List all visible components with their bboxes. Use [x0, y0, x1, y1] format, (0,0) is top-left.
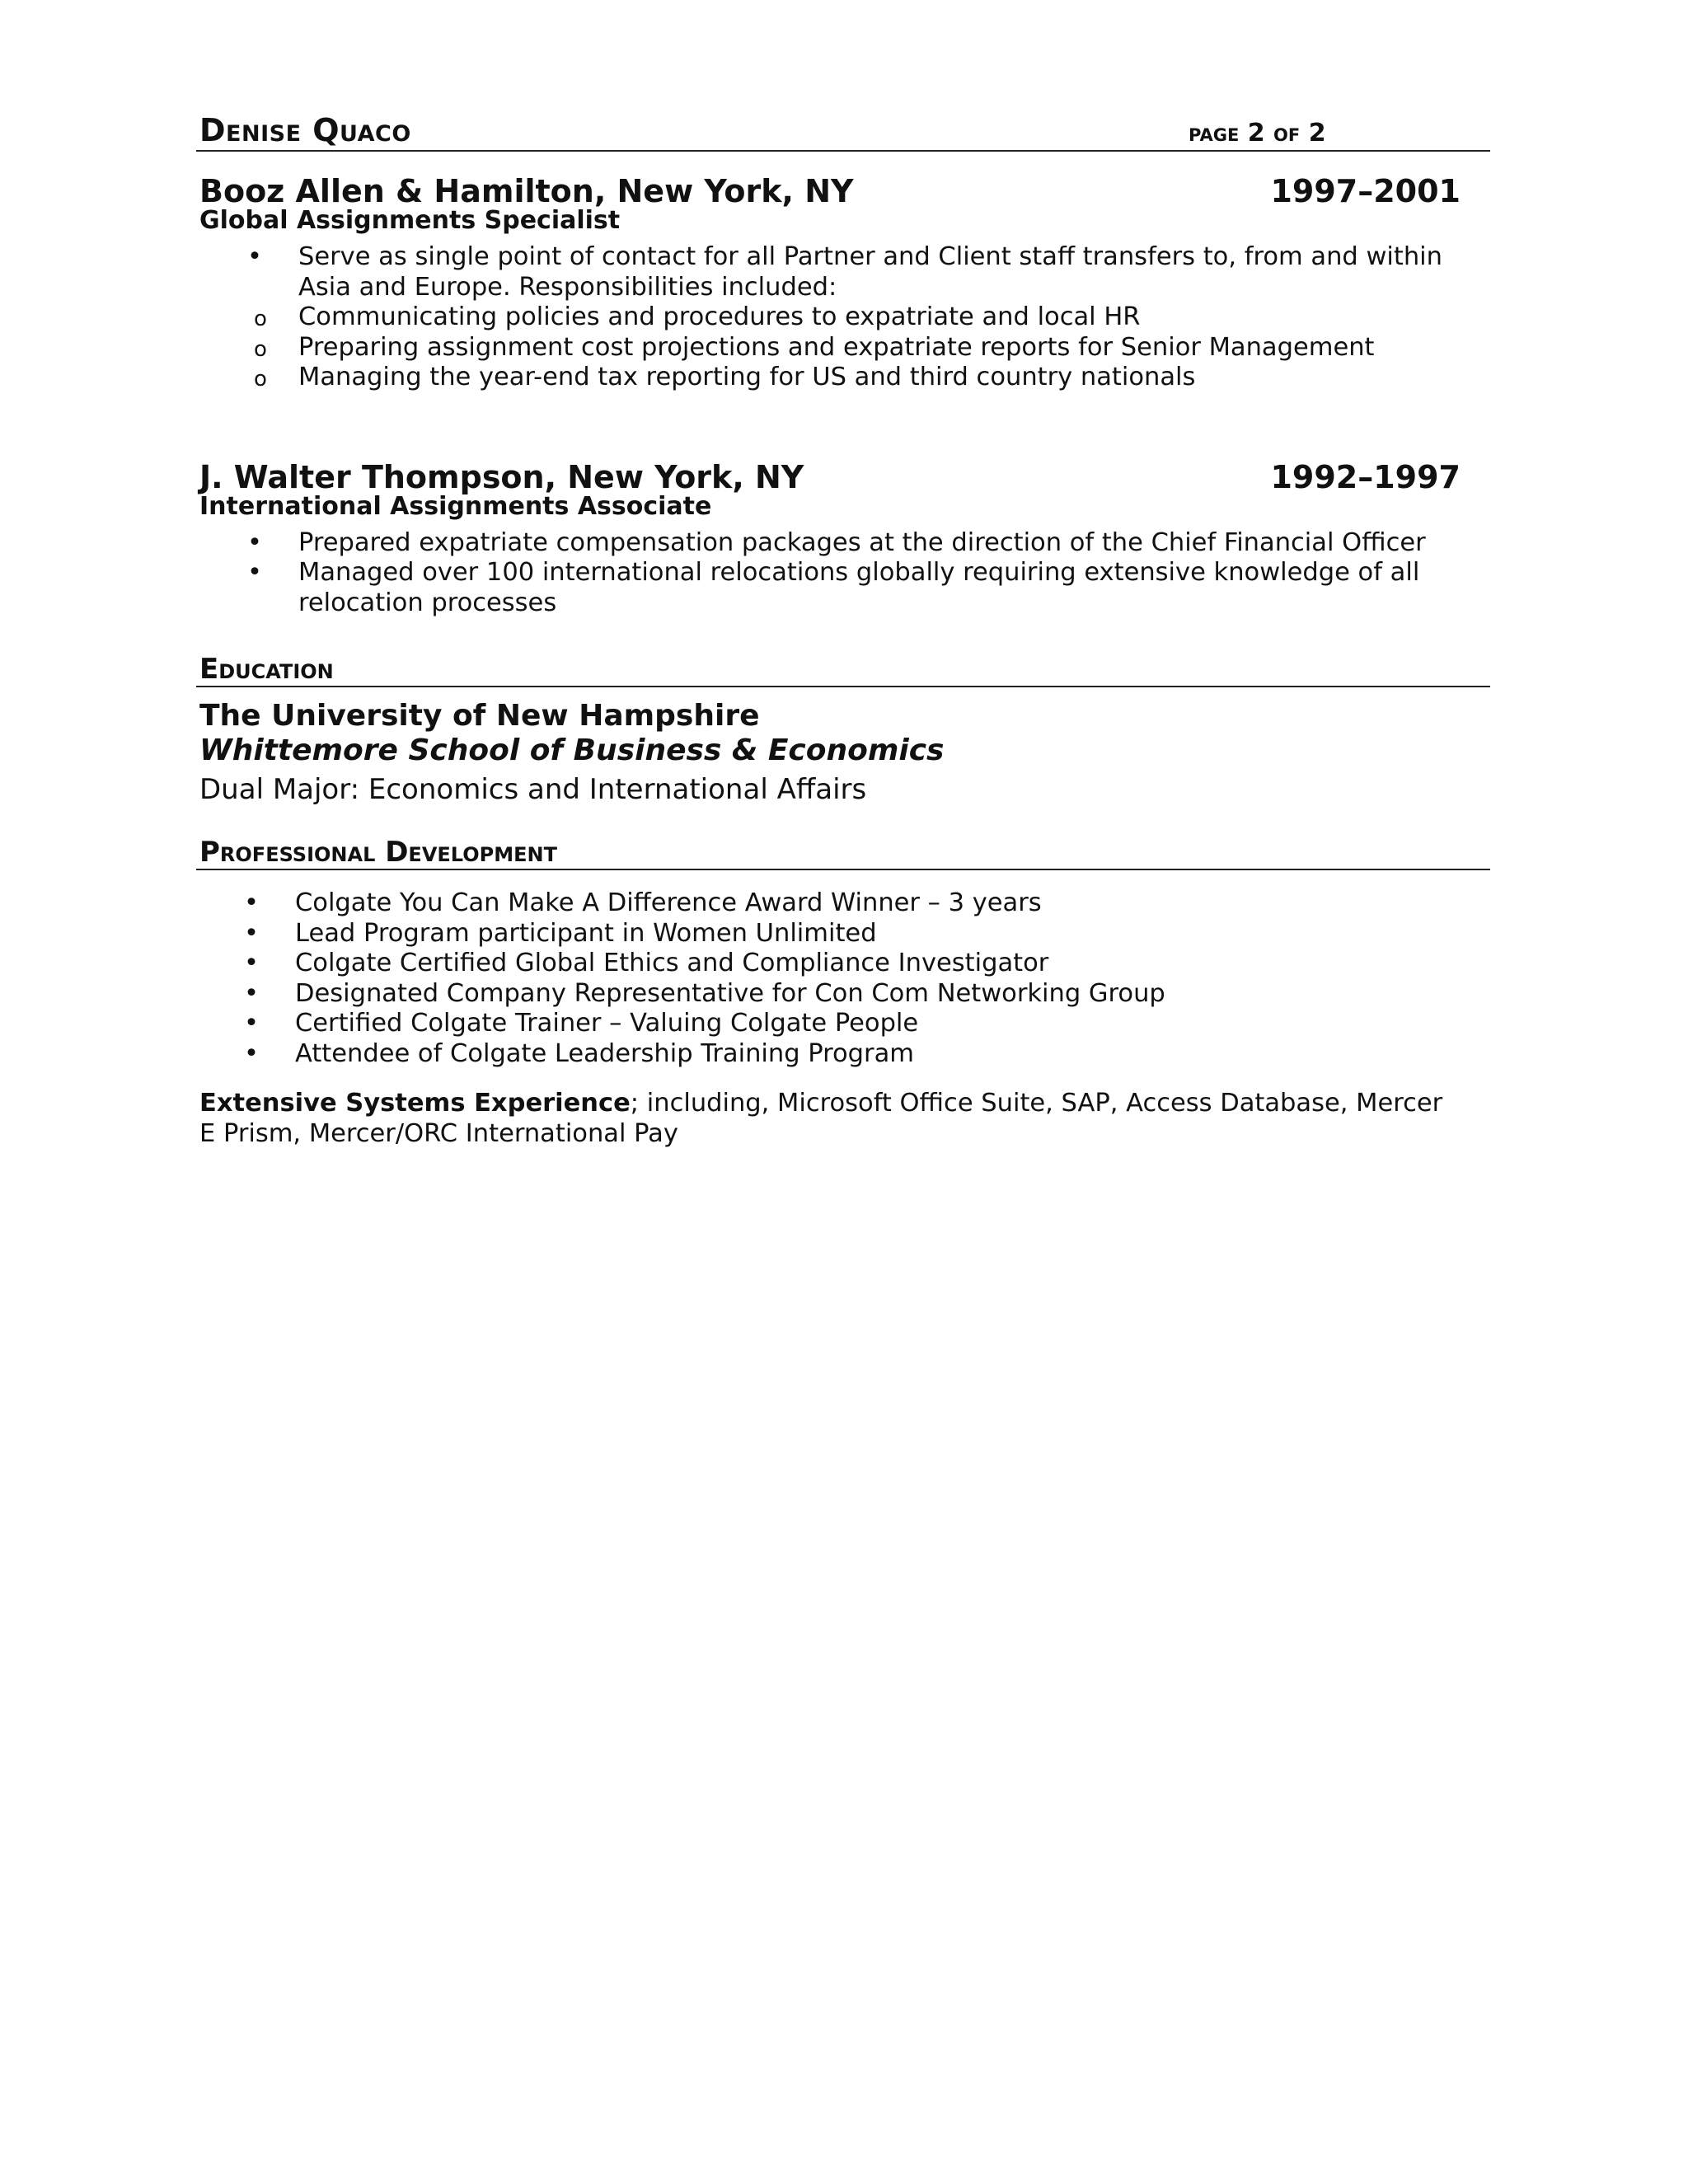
bullet-text: Designated Company Representative for Con Com Networking Group [295, 978, 1165, 1008]
bullet-icon: • [244, 1038, 259, 1068]
list-item [199, 558, 1490, 618]
job-dates: 1997–2001 [1270, 173, 1461, 209]
list-item [199, 242, 1490, 302]
bullet-icon: • [247, 527, 262, 557]
bullet-icon: • [244, 918, 259, 948]
systems-text: ; including, Microsoft Office Suite, SAP, Access Database, Mercer E Prism, Mercer/ORC International Pay [199, 1089, 1443, 1148]
bullet-icon: • [244, 888, 259, 917]
bullet-text: Colgate You Can Make A Difference Award Winner – 3 years [295, 888, 1042, 917]
page-number: page 2 of 2 [1189, 119, 1326, 148]
job-bullets [199, 242, 1490, 302]
job-dates: 1992–1997 [1270, 458, 1461, 495]
systems-label: Extensive Systems Experience [199, 1089, 631, 1118]
page-header [196, 107, 1490, 152]
bullet-text: Attendee of Colgate Leadership Training Program [295, 1038, 914, 1068]
section-heading-professional-development [196, 831, 1490, 870]
bullet-text: Colgate Certified Global Ethics and Compliance Investigator [295, 949, 1049, 977]
resume-page [196, 107, 1490, 1149]
bullet-icon: • [244, 949, 259, 977]
section-heading-education [196, 648, 1490, 687]
job-bullets [199, 528, 1490, 619]
list-item [196, 1009, 1490, 1039]
job-title: Global Assignments Specialist [199, 206, 621, 235]
job-title: International Assignments Associate [199, 491, 712, 521]
section-title: Professional Development [199, 836, 557, 869]
list-item [196, 919, 1490, 949]
school-name: Whittemore School of Business & Economics [199, 733, 945, 767]
bullet-text: Preparing assignment cost projections and expatriate reports for Senior Management [298, 332, 1375, 362]
list-item [199, 363, 1490, 393]
bullet-icon: • [244, 1009, 259, 1038]
bullet-text: Lead Program participant in Women Unlimited [295, 918, 877, 948]
circle-bullet-icon: o [254, 307, 267, 331]
list-item [196, 979, 1490, 1010]
circle-bullet-icon: o [254, 367, 267, 391]
bullet-icon: • [244, 978, 259, 1008]
education-entry [199, 699, 1490, 811]
job-header [199, 459, 1490, 504]
company-name: J. Walter Thompson, New York, NY [199, 458, 804, 495]
list-item [196, 1039, 1490, 1070]
job-entry [199, 459, 1490, 619]
bullet-text: Serve as single point of contact for all Partner and Client staff transfers to, from and within Asia and Europe. Responsibilities included: [298, 242, 1442, 302]
job-entry [199, 173, 1490, 393]
list-item [199, 333, 1490, 363]
job-header [199, 173, 1490, 218]
professional-development-list [196, 888, 1490, 1069]
bullet-text: Managing the year-end tax reporting for US and third country nationals [298, 363, 1196, 391]
list-item [196, 888, 1490, 919]
list-item [199, 302, 1490, 333]
bullet-icon: • [247, 242, 262, 271]
systems-experience [199, 1089, 1461, 1149]
degree-major: Dual Major: Economics and International Affairs [199, 773, 867, 806]
bullet-text: Managed over 100 international relocations globally requiring extensive knowledge of all relocation processes [298, 558, 1420, 617]
circle-bullet-icon: o [254, 336, 267, 362]
bullet-text: Prepared expatriate compensation packages at the direction of the Chief Financial Officer [298, 527, 1426, 557]
list-item [199, 528, 1490, 559]
list-item [196, 949, 1490, 979]
bullet-text: Communicating policies and procedures to expatriate and local HR [298, 302, 1141, 331]
university-name: The University of New Hampshire [199, 699, 760, 733]
candidate-name: Denise Quaco [199, 112, 411, 148]
section-title: Education [199, 653, 334, 686]
company-name: Booz Allen & Hamilton, New York, NY [199, 173, 854, 209]
job-sub-bullets [199, 302, 1490, 393]
bullet-text: Certified Colgate Trainer – Valuing Colgate People [295, 1009, 919, 1038]
bullet-icon: • [247, 558, 262, 587]
